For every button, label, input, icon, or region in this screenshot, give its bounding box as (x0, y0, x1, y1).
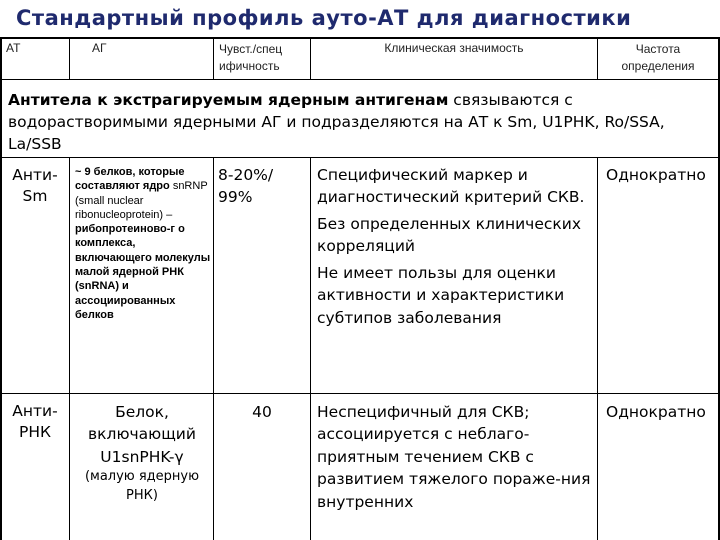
table-top-border (0, 37, 720, 39)
row2-antigen (72, 401, 212, 506)
col-divider-1 (69, 37, 70, 80)
section-bottom-border (0, 157, 720, 158)
row1-clinical (317, 164, 593, 329)
header-ag: АГ (92, 41, 107, 55)
row1-clinical-p2: Без определенных клинических корреляций (317, 214, 582, 256)
table-left-border (0, 37, 2, 540)
page-title: Стандартный профиль ауто-АТ для диагностики (16, 6, 632, 30)
header-clinical: Клиническая значимость (384, 41, 524, 55)
row1-bottom-border (0, 393, 720, 394)
row1-sensitivity: 8-20%/ 99% (218, 166, 274, 207)
row2-frequency: Однократно (606, 403, 706, 421)
col-divider-3b (310, 157, 311, 540)
row2-antibody: Анти-РНК (12, 402, 58, 441)
row2-antigen-main: Белок, включающий U1snPHK-γ (88, 403, 196, 466)
row1-clinical-p3: Не имеет пользы для оценки активности и характеристики субтипов заболевания (317, 263, 565, 327)
row1-antigen (75, 165, 211, 322)
row1-antibody: Анти-Sm (12, 166, 58, 205)
col-divider-2b (213, 157, 214, 540)
section-text: связываются с водорастворимыми ядерными АГ и подразделяются на АТ к Sm, U1PHK, Ro/SSA, La/SSB (8, 91, 665, 154)
row2-sensitivity: 40 (252, 403, 272, 421)
header-at: АТ (6, 41, 21, 55)
section-description (8, 89, 714, 155)
header-sensitivity: Чувст./спец ифичность (219, 42, 283, 73)
section-title: Антитела к экстрагируемым ядерным антигенам (8, 91, 449, 109)
header-bottom-border (0, 79, 720, 80)
header-frequency: Частота определения (621, 42, 695, 73)
row1-frequency: Однократно (606, 166, 706, 184)
antibody-table (0, 37, 720, 540)
row1-clinical-p1: Специфический маркер и диагностический критерий СКВ. (317, 166, 585, 207)
col-divider-1b (69, 157, 70, 540)
col-divider-4b (597, 157, 598, 540)
col-divider-2 (213, 37, 214, 80)
row1-antigen-bold2: рибопротеиново-г о комплекса, включающего молекулы малой ядерной РНК (snRNA) и ассоциированных белков (75, 223, 211, 321)
row2-clinical: Неспецифичный для СКВ; ассоциируется с неблаго-приятным течением СКВ с развитием тяжелого пораже-ния внутренних (317, 403, 591, 511)
row2-antigen-small: (малую ядерную РНК) (84, 469, 200, 504)
row1-antigen-bold1: ~ 9 белков, которые составляют ядро (75, 166, 185, 193)
row1-antigen-normal: snRNP (small nuclear ribonucleoprotein) – (75, 180, 208, 221)
